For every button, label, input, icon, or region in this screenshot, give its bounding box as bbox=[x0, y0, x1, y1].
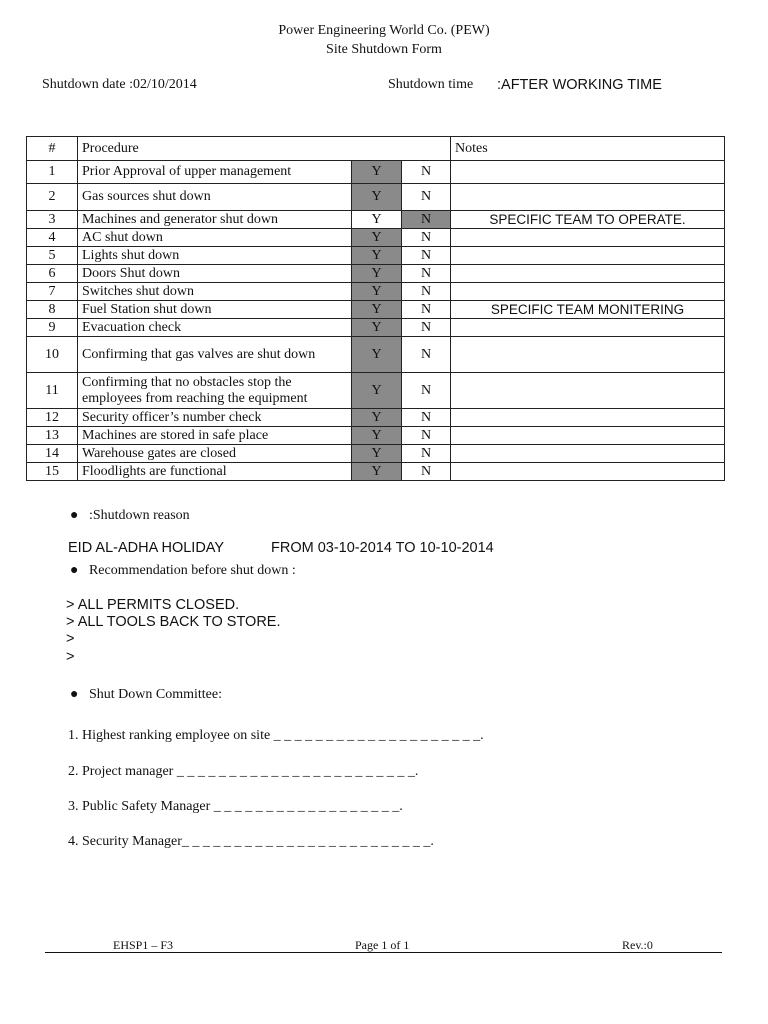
notes-cell: SPECIFIC TEAM MONITERING bbox=[451, 301, 725, 319]
procedure-text: AC shut down bbox=[78, 229, 352, 247]
yes-cell: Y bbox=[352, 265, 402, 283]
table-row bbox=[27, 161, 725, 184]
row-number: 15 bbox=[27, 463, 78, 481]
procedure-text: Machines are stored in safe place bbox=[78, 427, 352, 445]
no-cell: N bbox=[402, 409, 451, 427]
yes-cell: Y bbox=[352, 319, 402, 337]
committee-bullet: ● Shut Down Committee: bbox=[70, 687, 222, 702]
footer-revision: Rev.:0 bbox=[622, 938, 653, 952]
table-row bbox=[27, 184, 725, 211]
no-cell: N bbox=[402, 373, 451, 409]
notes-cell bbox=[451, 161, 725, 184]
no-cell: N bbox=[402, 283, 451, 301]
table-row bbox=[27, 283, 725, 301]
no-cell: N bbox=[402, 445, 451, 463]
committee-label: Shut Down Committee: bbox=[88, 687, 222, 702]
row-number: 8 bbox=[27, 301, 78, 319]
procedure-text: Doors Shut down bbox=[78, 265, 352, 283]
yes-cell: Y bbox=[352, 247, 402, 265]
no-cell: N bbox=[402, 247, 451, 265]
procedure-text: Gas sources shut down bbox=[78, 184, 352, 211]
col-notes-header: Notes bbox=[451, 137, 725, 161]
reason-holiday: EID AL-ADHA HOLIDAY bbox=[68, 540, 225, 556]
row-number: 4 bbox=[27, 229, 78, 247]
yes-cell: Y bbox=[352, 301, 402, 319]
committee-item-1: 1. Highest ranking employee on site _ _ _ _ _ _ _ _ _ _ _ _ _ _ _ _ _ _ _ _. bbox=[68, 728, 484, 743]
procedure-text: Warehouse gates are closed bbox=[78, 445, 352, 463]
notes-cell bbox=[451, 283, 725, 301]
recommendation-bullet: ● Recommendation before shut down : bbox=[70, 563, 296, 578]
notes-cell bbox=[451, 319, 725, 337]
table-row bbox=[27, 247, 725, 265]
row-number: 6 bbox=[27, 265, 78, 283]
no-cell: N bbox=[402, 319, 451, 337]
no-cell: N bbox=[402, 463, 451, 481]
recommendation-label: Recommendation before shut down : bbox=[88, 563, 296, 578]
no-cell: N bbox=[402, 184, 451, 211]
row-number: 13 bbox=[27, 427, 78, 445]
row-number: 10 bbox=[27, 337, 78, 373]
yes-cell: Y bbox=[352, 445, 402, 463]
recommendation-line: > ALL PERMITS CLOSED. bbox=[66, 597, 240, 613]
row-number: 11 bbox=[27, 373, 78, 409]
company-name: Power Engineering World Co. (PEW) bbox=[278, 23, 490, 38]
shutdown-time-label: Shutdown time bbox=[388, 77, 474, 92]
procedure-text: Security officer’s number check bbox=[78, 409, 352, 427]
row-number: 9 bbox=[27, 319, 78, 337]
notes-cell bbox=[451, 373, 725, 409]
table-row bbox=[27, 445, 725, 463]
row-number: 7 bbox=[27, 283, 78, 301]
yes-cell: Y bbox=[352, 337, 402, 373]
table-row bbox=[27, 409, 725, 427]
procedure-text: Confirming that gas valves are shut down bbox=[78, 337, 352, 373]
yes-cell: Y bbox=[352, 427, 402, 445]
shutdown-time-value: :AFTER WORKING TIME bbox=[497, 77, 662, 93]
footer-page-number: Page 1 of 1 bbox=[355, 938, 410, 952]
procedure-text: Machines and generator shut down bbox=[78, 211, 352, 229]
notes-cell bbox=[451, 265, 725, 283]
table-row bbox=[27, 337, 725, 373]
yes-cell: Y bbox=[352, 211, 402, 229]
recommendation-line: > bbox=[66, 649, 75, 665]
notes-cell bbox=[451, 337, 725, 373]
notes-cell bbox=[451, 409, 725, 427]
notes-cell bbox=[451, 463, 725, 481]
col-procedure-header: Procedure bbox=[78, 137, 451, 161]
row-number: 2 bbox=[27, 184, 78, 211]
committee-item-2: 2. Project manager _ _ _ _ _ _ _ _ _ _ _ _ _ _ _ _ _ _ _ _ _ _ _. bbox=[68, 764, 419, 779]
procedure-text: Prior Approval of upper management bbox=[78, 161, 352, 184]
reason-bullet: ● :Shutdown reason bbox=[70, 508, 190, 523]
yes-cell: Y bbox=[352, 373, 402, 409]
procedure-text: Lights shut down bbox=[78, 247, 352, 265]
yes-cell: Y bbox=[352, 283, 402, 301]
table-row bbox=[27, 211, 725, 229]
row-number: 14 bbox=[27, 445, 78, 463]
shutdown-date: Shutdown date :02/10/2014 bbox=[42, 77, 197, 92]
no-cell: N bbox=[402, 337, 451, 373]
procedure-text: Fuel Station shut down bbox=[78, 301, 352, 319]
notes-cell bbox=[451, 247, 725, 265]
committee-item-3: 3. Public Safety Manager _ _ _ _ _ _ _ _ _ _ _ _ _ _ _ _ _ _. bbox=[68, 799, 403, 814]
table-row bbox=[27, 427, 725, 445]
procedure-text: Confirming that no obstacles stop the employees from reaching the equipment bbox=[78, 373, 352, 409]
notes-cell bbox=[451, 184, 725, 211]
table-row bbox=[27, 229, 725, 247]
table-row bbox=[27, 319, 725, 337]
no-cell: N bbox=[402, 161, 451, 184]
reason-period: FROM 03-10-2014 TO 10-10-2014 bbox=[271, 540, 494, 556]
recommendation-line: > ALL TOOLS BACK TO STORE. bbox=[66, 614, 281, 630]
row-number: 1 bbox=[27, 161, 78, 184]
table-row bbox=[27, 265, 725, 283]
recommendation-line: > bbox=[66, 631, 75, 647]
yes-cell: Y bbox=[352, 229, 402, 247]
col-num-header: # bbox=[27, 137, 78, 161]
row-number: 5 bbox=[27, 247, 78, 265]
committee-item-4: 4. Security Manager_ _ _ _ _ _ _ _ _ _ _ _ _ _ _ _ _ _ _ _ _ _ _ _. bbox=[68, 834, 434, 849]
no-cell: N bbox=[402, 265, 451, 283]
yes-cell: Y bbox=[352, 463, 402, 481]
yes-cell: Y bbox=[352, 161, 402, 184]
table-row bbox=[27, 373, 725, 409]
reason-label: :Shutdown reason bbox=[88, 508, 190, 523]
procedure-text: Switches shut down bbox=[78, 283, 352, 301]
table-row bbox=[27, 301, 725, 319]
row-number: 3 bbox=[27, 211, 78, 229]
procedure-table bbox=[26, 136, 725, 481]
yes-cell: Y bbox=[352, 184, 402, 211]
row-number: 12 bbox=[27, 409, 78, 427]
procedure-text: Floodlights are functional bbox=[78, 463, 352, 481]
no-cell: N bbox=[402, 211, 451, 229]
notes-cell bbox=[451, 427, 725, 445]
procedure-text: Evacuation check bbox=[78, 319, 352, 337]
table-row bbox=[27, 463, 725, 481]
no-cell: N bbox=[402, 427, 451, 445]
notes-cell bbox=[451, 445, 725, 463]
no-cell: N bbox=[402, 229, 451, 247]
footer-divider bbox=[45, 952, 722, 953]
notes-cell bbox=[451, 229, 725, 247]
footer-form-code: EHSP1 – F3 bbox=[113, 938, 174, 952]
table-header-row bbox=[27, 137, 725, 161]
no-cell: N bbox=[402, 301, 451, 319]
yes-cell: Y bbox=[352, 409, 402, 427]
notes-cell: SPECIFIC TEAM TO OPERATE. bbox=[451, 211, 725, 229]
form-title: Site Shutdown Form bbox=[326, 42, 442, 57]
